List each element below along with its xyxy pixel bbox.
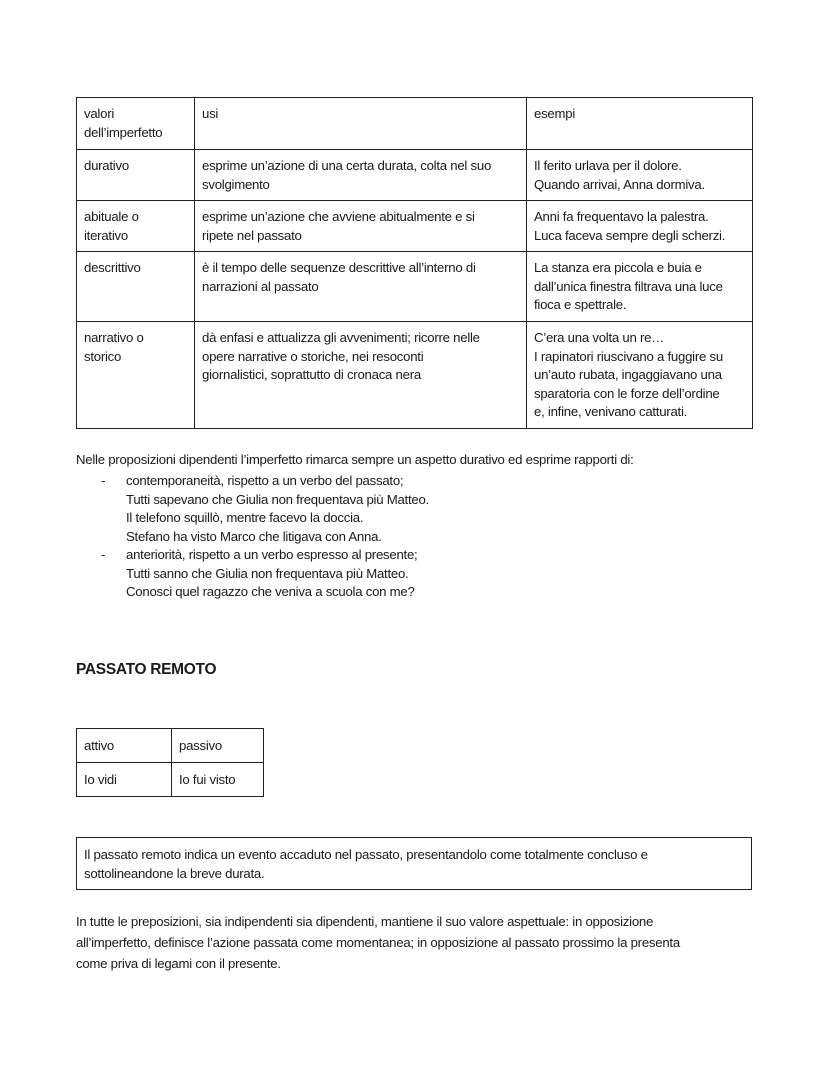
definition-box: Il passato remoto indica un evento accaduto nel passato, presentandolo come totalmente concluso e sottolineandone la breve durata. xyxy=(76,837,752,890)
cell-valore: abituale o iterativo xyxy=(77,201,195,252)
header-cell-esempi: esempi xyxy=(527,98,753,150)
table-row xyxy=(77,150,753,201)
example-sentence: Tutti sapevano che Giulia non frequentava più Matteo. xyxy=(126,491,429,507)
aspect-paragraph: In tutte le preposizioni, sia indipendenti sia dipendenti, mantiene il suo valore aspettuale: in opposizione all’imperfetto, definisce l’azione passata come momentanea; in opposizione al passato prossimo la presenta come priva di legami con il presente. xyxy=(76,914,680,971)
table-row xyxy=(77,763,264,797)
table-row xyxy=(77,322,753,429)
cell-uso: è il tempo delle sequenze descrittive all’interno di narrazioni al passato xyxy=(195,252,527,322)
table-row xyxy=(77,252,753,322)
header-cell-usi: usi xyxy=(195,98,527,150)
cell-esempi: Il ferito urlava per il dolore. Quando arrivai, Anna dormiva. xyxy=(527,150,753,201)
example-sentence: Tutti sanno che Giulia non frequentava più Matteo. xyxy=(126,565,409,581)
cell-uso: esprime un’azione che avviene abitualmente e si ripete nel passato xyxy=(195,201,527,252)
cell-valore: descrittivo xyxy=(77,252,195,322)
example-sentence: Conosci quel ragazzo che veniva a scuola con me? xyxy=(126,584,415,599)
table-row xyxy=(77,201,753,252)
header-cell-passivo: passivo xyxy=(172,729,264,763)
list-item xyxy=(76,546,429,565)
bullet-label: contemporaneità, rispetto a un verbo del passato; xyxy=(126,473,404,488)
cell-passivo: Io fui visto xyxy=(172,763,264,797)
cell-uso: dà enfasi e attualizza gli avvenimenti; ricorre nelle opere narrative o storiche, nei resoconti giornalistici, soprattutto di cronaca nera xyxy=(195,322,527,429)
cell-uso: esprime un’azione di una certa durata, colta nel suo svolgimento xyxy=(195,150,527,201)
example-sentence: Stefano ha visto Marco che litigava con Anna. xyxy=(126,528,382,544)
cell-valore: narrativo o storico xyxy=(77,322,195,429)
header-cell-valori: valori dell’imperfetto xyxy=(77,98,195,150)
bullet-label: anteriorità, rispetto a un verbo espresso al presente; xyxy=(126,547,418,562)
dash-bullet-icon: - xyxy=(101,473,106,488)
section-heading: PASSATO REMOTO xyxy=(76,661,217,678)
passato-remoto-forms-table xyxy=(76,728,264,797)
dependent-clauses-list xyxy=(76,472,429,602)
list-item xyxy=(76,472,429,491)
header-cell-attivo: attivo xyxy=(77,729,172,763)
dash-bullet-icon: - xyxy=(101,547,106,562)
table-header-row xyxy=(77,98,753,150)
cell-attivo: Io vidi xyxy=(77,763,172,797)
imperfetto-values-table xyxy=(76,97,753,429)
cell-esempi: C’era una volta un re… I rapinatori riuscivano a fuggire su un’auto rubata, ingaggiavano una sparatoria con le forze dell’ordine e, infine, venivano catturati. xyxy=(527,322,753,429)
cell-esempi: La stanza era piccola e buia e dall’unica finestra filtrava una luce fioca e spettrale. xyxy=(527,252,753,322)
dependent-clauses-intro: Nelle proposizioni dipendenti l’imperfetto rimarca sempre un aspetto durativo ed esprime rapporti di: xyxy=(76,452,634,467)
example-sentence: Il telefono squillò, mentre facevo la doccia. xyxy=(126,510,364,525)
cell-valore: durativo xyxy=(77,150,195,201)
table-header-row xyxy=(77,729,264,763)
cell-esempi: Anni fa frequentavo la palestra. Luca faceva sempre degli scherzi. xyxy=(527,201,753,252)
